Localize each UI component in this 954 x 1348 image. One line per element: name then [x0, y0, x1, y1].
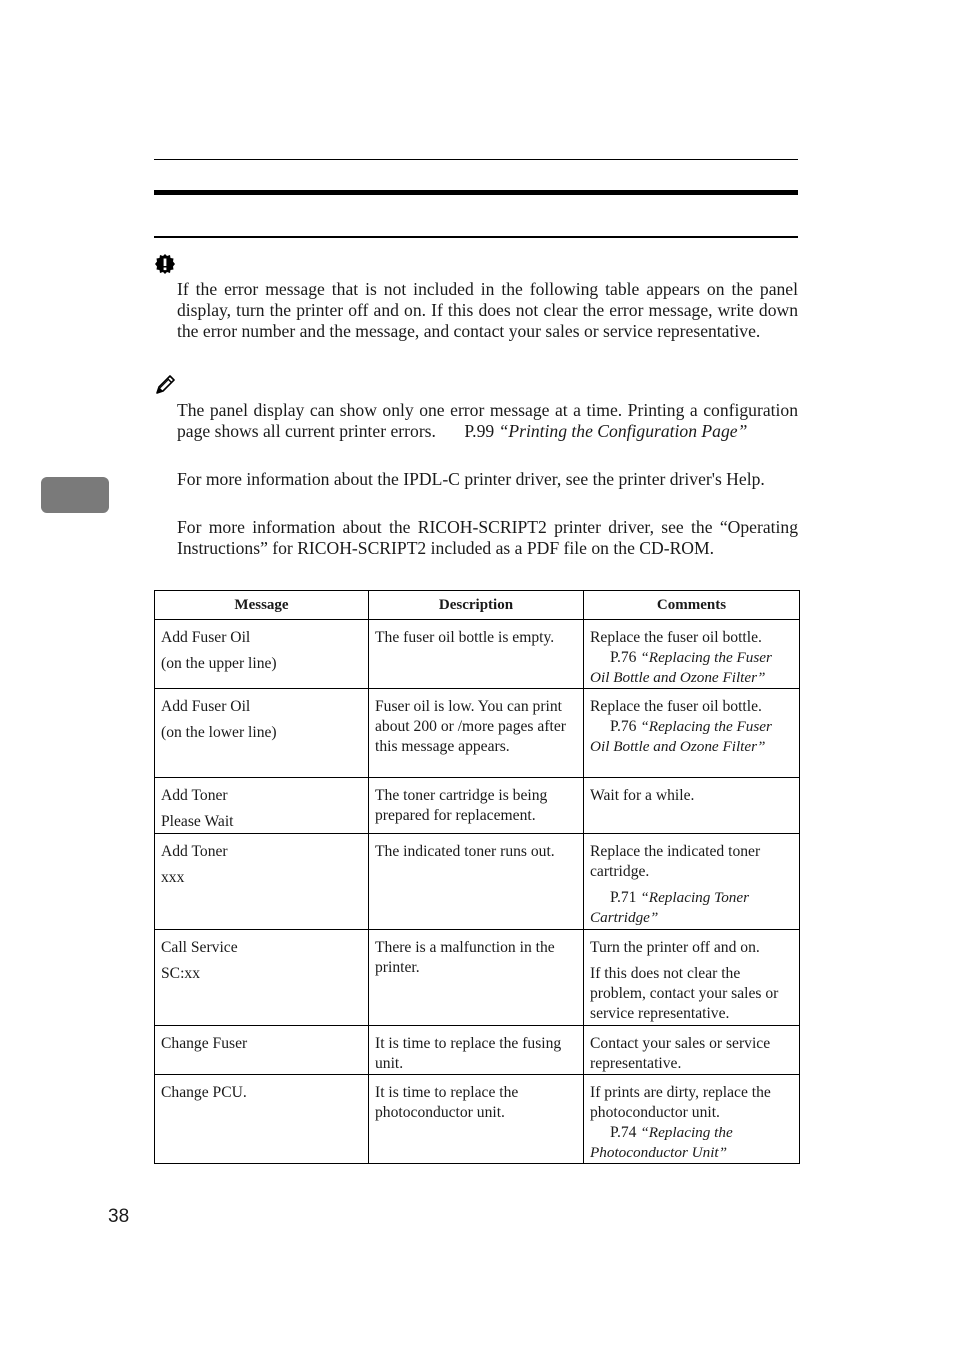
message-cell: Change Fuser: [155, 1026, 369, 1075]
table-row: [155, 930, 800, 1026]
message-cell: Add Toner xxx: [155, 834, 369, 930]
description-cell: The indicated toner runs out.: [369, 834, 584, 930]
reference-link[interactable]: P.76 “Replacing the Fuser Oil Bottle and Ozone Filter”: [590, 649, 772, 686]
error-message-table: [154, 590, 800, 1164]
note-1-ref-title[interactable]: “Printing the Configuration Page”: [498, 420, 748, 441]
note-3: For more information about the RICOH-SCRIPT2 printer driver, see the “Operating Instructions” for RICOH-SCRIPT2 included as a PDF file on the CD-ROM.: [177, 517, 798, 558]
reference-link[interactable]: P.71 “Replacing Toner Cartridge”: [590, 889, 750, 926]
note-1-text: The panel display can show only one error message at a time. Printing a configuration page shows all current printer errors.: [177, 400, 798, 441]
comment-cell: Wait for a while.: [584, 778, 800, 834]
description-cell: Fuser oil is low. You can print about 200 or /more pages after this message appears.: [369, 689, 584, 778]
chapter-tab: [41, 477, 109, 513]
important-icon: [154, 253, 176, 275]
comment-cell: Replace the fuser oil bottle. P.76 “Replacing the Fuser Oil Bottle and Ozone Filter”: [584, 689, 800, 778]
header-rule-thick: [154, 190, 798, 195]
reference-link[interactable]: P.74 “Replacing the Photoconductor Unit”: [590, 1124, 733, 1161]
table-row: [155, 689, 800, 778]
note-pencil-icon: [154, 374, 176, 396]
table-row: [155, 834, 800, 930]
description-cell: It is time to replace the fusing unit.: [369, 1026, 584, 1075]
header-rule-top: [154, 159, 798, 160]
header-description: Description: [369, 591, 584, 620]
important-text: If the error message that is not included in the following table appears on the panel display, turn the printer off and on. If this does not clear the error message, write down the error number and the message, and contact your sales or service representative.: [177, 279, 798, 341]
table-header-row: [155, 591, 800, 620]
comment-cell: Replace the fuser oil bottle. P.76 “Replacing the Fuser Oil Bottle and Ozone Filter”: [584, 620, 800, 689]
comment-cell: If prints are dirty, replace the photoconductor unit. P.74 “Replacing the Photoconductor Unit”: [584, 1075, 800, 1164]
message-cell: Add Fuser Oil (on the lower line): [155, 689, 369, 778]
comment-cell: Turn the printer off and on. If this does not clear the problem, contact your sales or service representative.: [584, 930, 800, 1026]
note-2: For more information about the IPDL-C printer driver, see the printer driver's Help.: [177, 469, 765, 489]
message-cell: Change PCU.: [155, 1075, 369, 1164]
description-cell: It is time to replace the photoconductor unit.: [369, 1075, 584, 1164]
description-cell: The fuser oil bottle is empty.: [369, 620, 584, 689]
note-1: [177, 400, 798, 442]
note-1-ref-page[interactable]: P.99: [464, 420, 495, 441]
table-row: [155, 620, 800, 689]
table-row: [155, 1026, 800, 1075]
header-rule-bottom: [154, 236, 798, 238]
reference-link[interactable]: P.76 “Replacing the Fuser Oil Bottle and Ozone Filter”: [590, 718, 772, 755]
table-row: [155, 778, 800, 834]
comment-cell: Contact your sales or service representative.: [584, 1026, 800, 1075]
table-row: [155, 1075, 800, 1164]
message-cell: Add Fuser Oil (on the upper line): [155, 620, 369, 689]
page-number: 38: [108, 1206, 130, 1227]
header-comments: Comments: [584, 591, 800, 620]
message-cell: Call Service SC:xx: [155, 930, 369, 1026]
message-cell: Add Toner Please Wait: [155, 778, 369, 834]
description-cell: The toner cartridge is being prepared for replacement.: [369, 778, 584, 834]
comment-cell: Replace the indicated toner cartridge. P.71 “Replacing Toner Cartridge”: [584, 834, 800, 930]
description-cell: There is a malfunction in the printer.: [369, 930, 584, 1026]
header-message: Message: [155, 591, 369, 620]
